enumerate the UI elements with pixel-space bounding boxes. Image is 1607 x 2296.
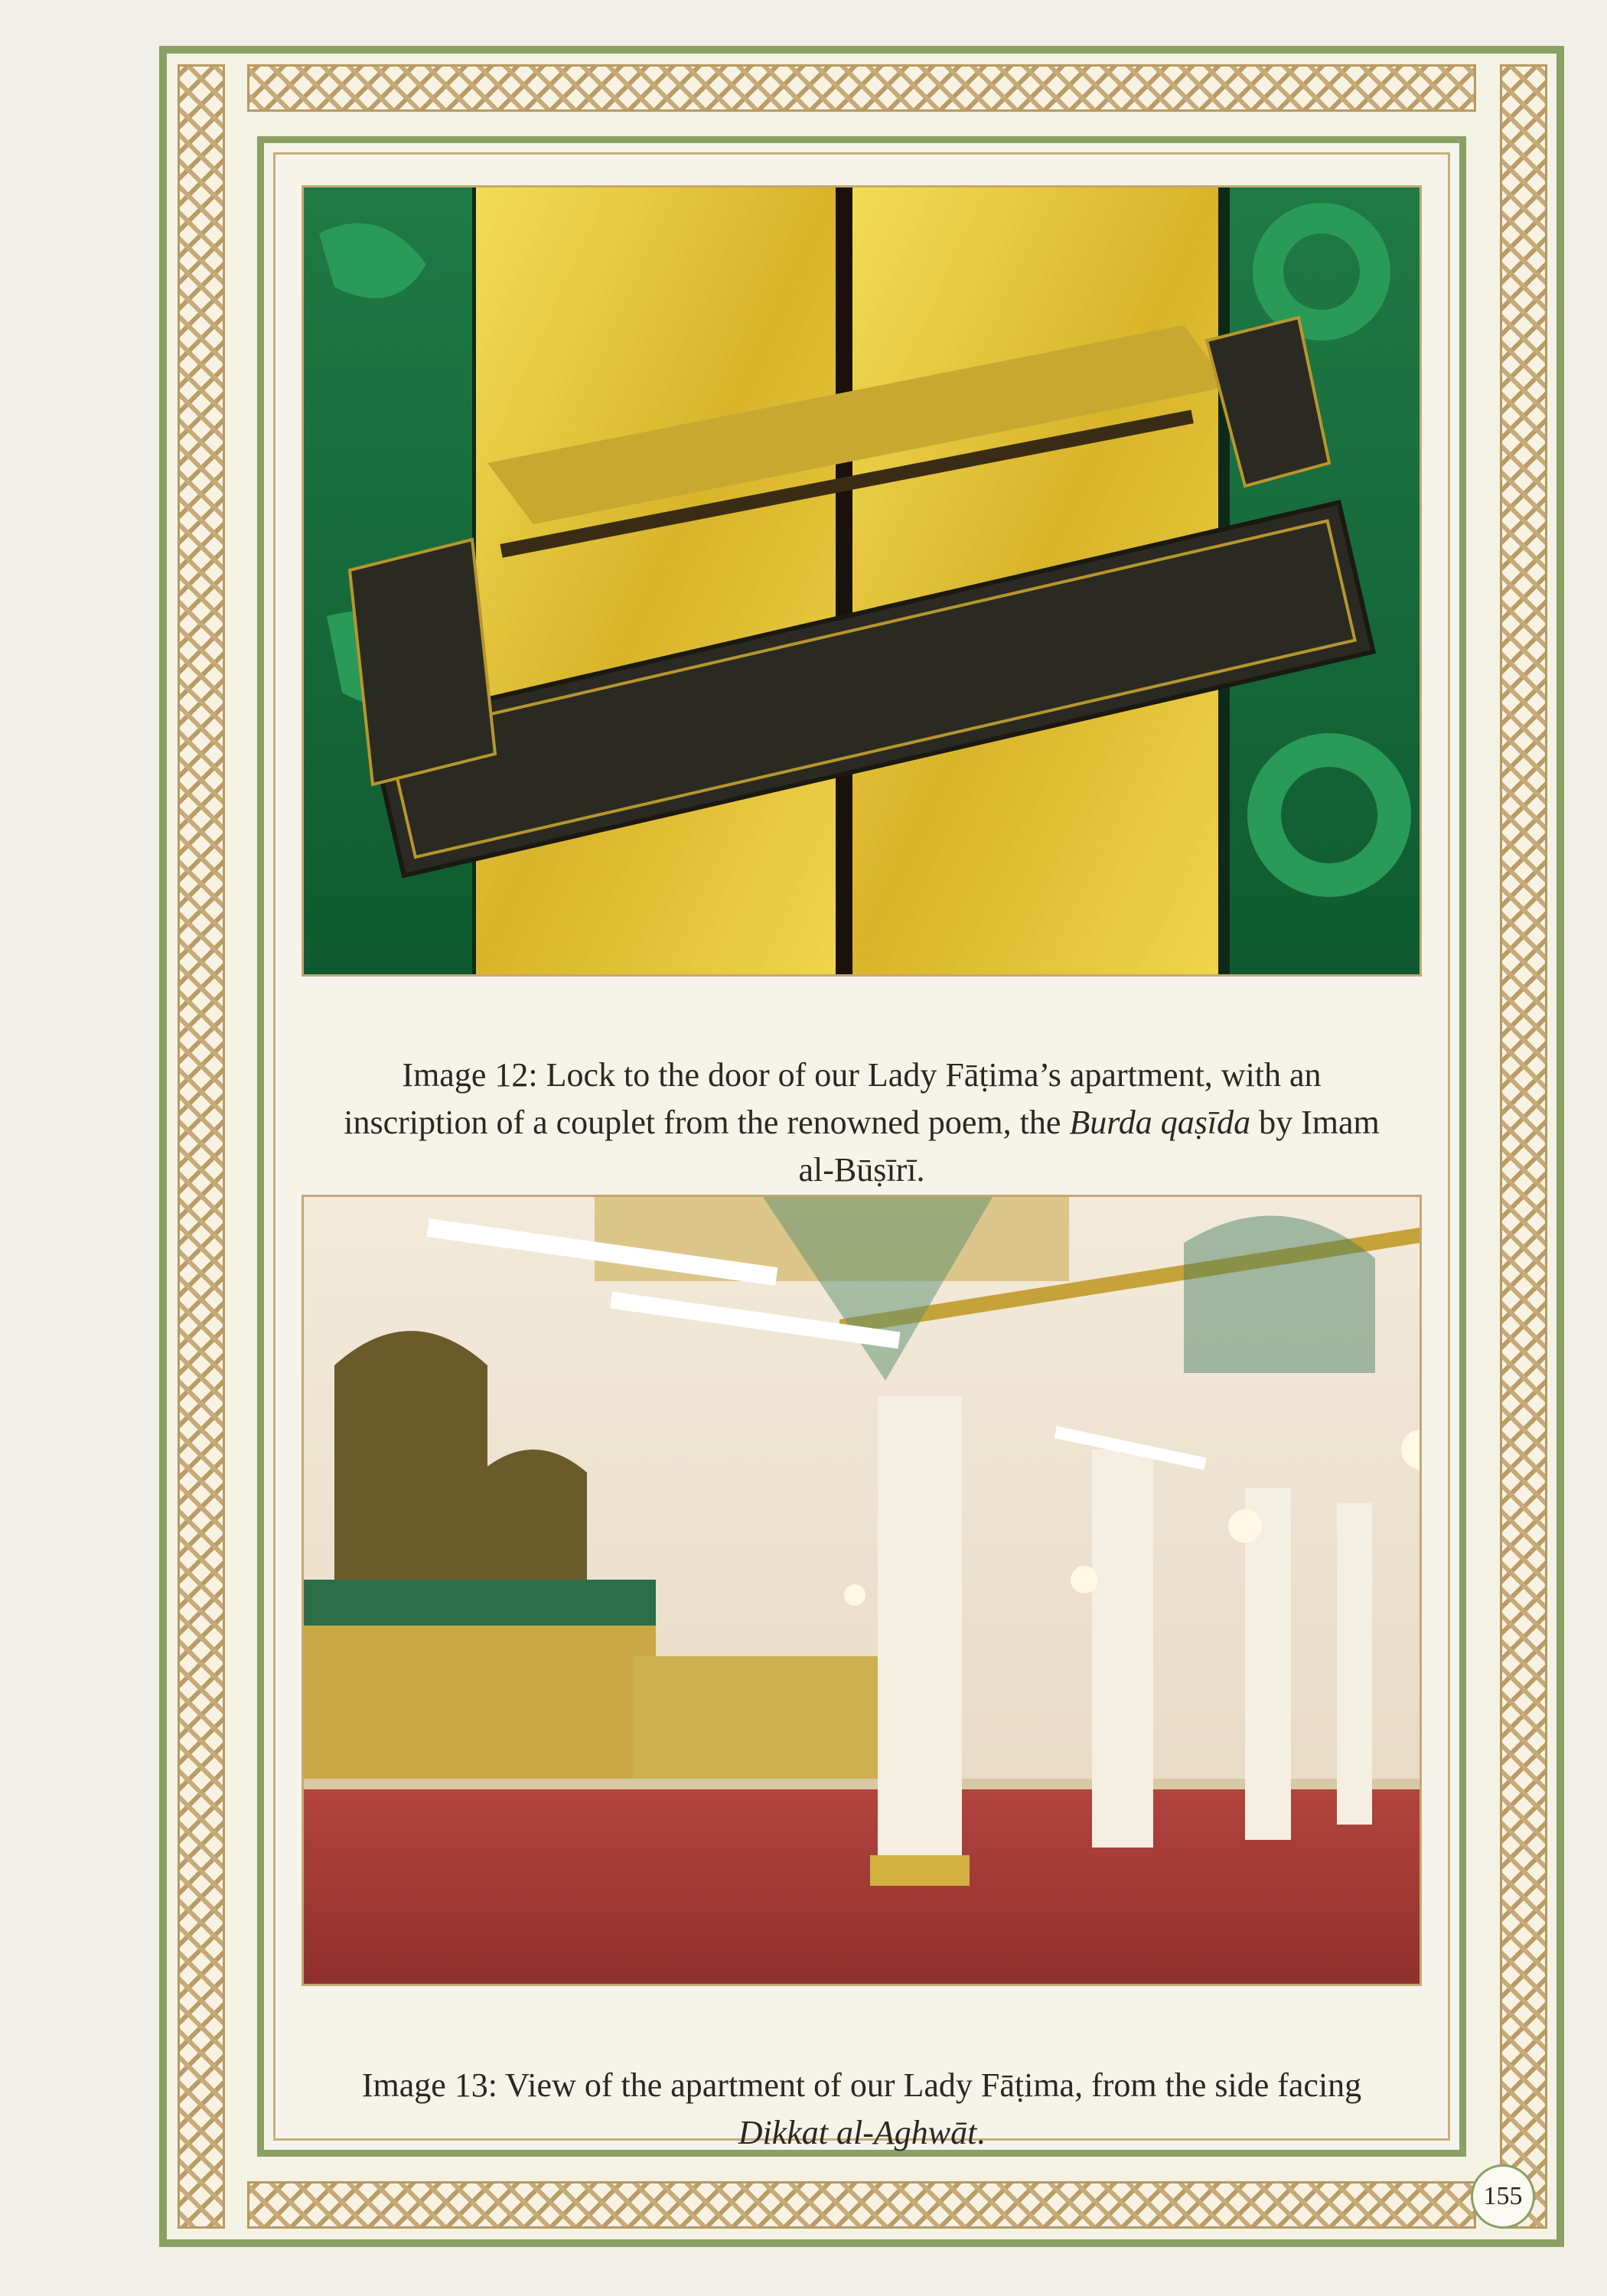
braid-border-left [178, 64, 225, 2229]
braid-border-right [1500, 64, 1547, 2229]
figure-caption-13 [329, 2062, 1394, 2157]
caption-text: . [976, 2114, 986, 2151]
caption-text: Image 12: Lock to the door of our Lady Fāṭima’s apartment, with an inscription of a couplet from the renowned poem, the [344, 1056, 1322, 1141]
caption-italic-place: Dikkat al-Aghwāt [738, 2114, 977, 2151]
figure-caption-12 [329, 1052, 1394, 1194]
braid-border-bottom [247, 2181, 1476, 2229]
caption-text: Image 13: View of the apartment of our Lady Fāṭima, from the side facing [361, 2066, 1362, 2104]
braid-border-top [247, 64, 1476, 112]
mosque-interior-photo [302, 1195, 1422, 1986]
lock-photo [302, 185, 1422, 977]
caption-text: by Imam al-Būṣīrī. [798, 1104, 1380, 1189]
caption-italic-title: Burda qaṣīda [1069, 1104, 1251, 1141]
page-number: 155 [1471, 2164, 1535, 2229]
